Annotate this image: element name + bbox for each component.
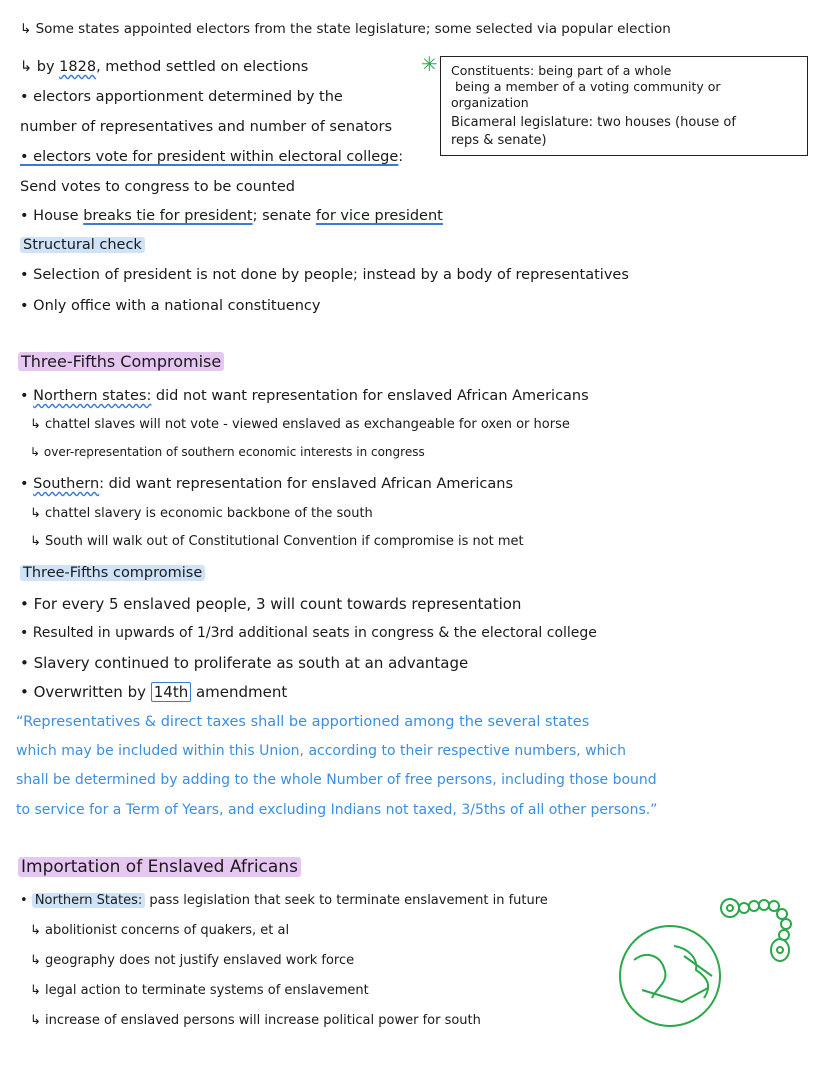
note-line [20, 58, 308, 76]
note-line: ↳ Some states appointed electors from the state legislature; some selected via popular election [20, 21, 671, 37]
quote-line: “Representatives & direct taxes shall be apportioned among the several states [16, 714, 590, 730]
note-line: • For every 5 enslaved people, 3 will count towards representation [20, 595, 522, 613]
note-line: ↳ geography does not justify enslaved work force [30, 953, 355, 968]
underlined-text: • electors vote for president within electoral college [20, 149, 399, 165]
bullet: • [20, 388, 34, 404]
highlighted-heading: Structural check [20, 237, 145, 253]
year-1828: 1828 [59, 59, 97, 75]
colon: : [398, 149, 404, 165]
note-line: ↳ over-representation of southern economic interests in congress [30, 445, 425, 459]
note-line: ↳ chattel slaves will not vote - viewed enslaved as exchangeable for oxen or horse [30, 417, 570, 432]
note-line: ↳ South will walk out of Constitutional Convention if compromise is not met [30, 534, 524, 549]
note-text: , method settled on elections [96, 59, 309, 75]
quote-line: shall be determined by adding to the whole Number of free persons, including those bound [16, 772, 657, 788]
underlined-text: for vice president [315, 208, 443, 224]
highlighted-heading: Three-Fifths compromise [20, 565, 205, 581]
section-heading [20, 236, 145, 254]
bullet: • [20, 893, 32, 908]
note-line [20, 207, 443, 225]
definition-line: reps & senate) [451, 133, 547, 148]
underlined-text: Southern [33, 476, 100, 492]
note-line: ↳ increase of enslaved persons will increase political power for south [30, 1013, 481, 1028]
note-line [20, 892, 548, 910]
boxed-text: 14th [151, 682, 191, 702]
note-text: • Overwritten by [20, 683, 151, 701]
highlighted-heading: Importation of Enslaved Africans [18, 857, 301, 877]
note-line: • Only office with a national constituency [20, 298, 321, 314]
definition-line: Constituents: being part of a whole [451, 63, 672, 78]
star-icon: ✳ [421, 52, 438, 76]
underlined-text: Northern states: [33, 388, 152, 404]
highlighted-heading: Three-Fifths Compromise [18, 352, 224, 371]
bullet: • [20, 476, 34, 492]
underlined-text: breaks tie for president [83, 208, 253, 224]
note-line: ↳ chattel slavery is economic backbone of the south [30, 506, 373, 521]
note-line: Send votes to congress to be counted [20, 179, 295, 195]
note-line: ↳ abolitionist concerns of quakers, et al [30, 923, 290, 938]
note-line [20, 387, 589, 405]
note-text: pass legislation that seek to terminate enslavement in future [145, 893, 548, 908]
globe-chain-icon [612, 890, 808, 1030]
section-heading [18, 353, 224, 371]
note-text: • House [20, 208, 84, 224]
note-line [20, 683, 287, 701]
note-text: amendment [191, 683, 288, 701]
note-line [20, 475, 513, 493]
section-subheading [20, 564, 205, 582]
note-line: • electors apportionment determined by the [20, 89, 343, 105]
note-line: ↳ legal action to terminate systems of enslavement [30, 983, 369, 998]
highlighted-text: Northern States: [32, 893, 145, 908]
arrow-text: ↳ by [20, 59, 60, 75]
note-line: number of representatives and number of senators [20, 119, 393, 135]
section-heading [18, 858, 301, 876]
definition-line: Bicameral legislature: two houses (house of [451, 115, 736, 130]
note-line: • Resulted in upwards of 1/3rd additional seats in congress & the electoral college [20, 625, 597, 641]
note-line: • Selection of president is not done by people; instead by a body of representatives [20, 267, 629, 283]
quote-line: which may be included within this Union, according to their respective numbers, which [16, 743, 626, 759]
note-text: : did want representation for enslaved African Americans [99, 476, 514, 492]
note-line [20, 148, 403, 166]
definitions-box [440, 56, 808, 156]
note-text: ; senate [252, 208, 316, 224]
definition-line: being a member of a voting community or [455, 79, 721, 94]
note-line: • Slavery continued to proliferate as south at an advantage [20, 654, 469, 672]
definition-line: organization [451, 95, 529, 110]
quote-line: to service for a Term of Years, and excluding Indians not taxed, 3/5ths of all other persons.” [16, 802, 658, 818]
note-text: did not want representation for enslaved African Americans [151, 388, 589, 404]
